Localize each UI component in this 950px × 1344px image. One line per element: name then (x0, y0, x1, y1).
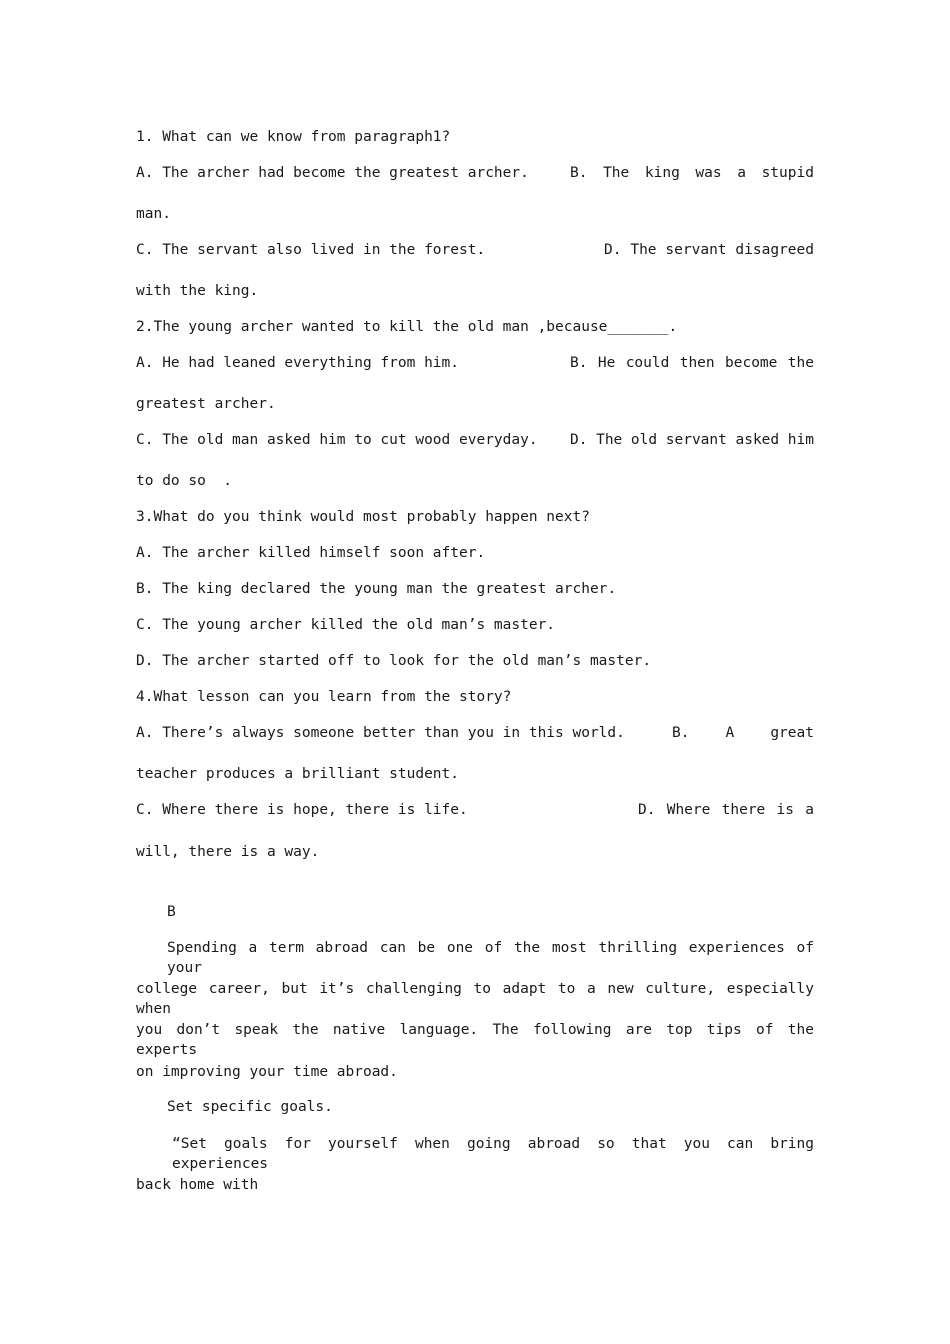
word: D. (570, 432, 588, 448)
question-3-stem: 3.What do you think would most probably happen next? (136, 509, 590, 525)
word: stupid (761, 165, 814, 181)
word: then (679, 355, 715, 371)
question-1-option-a: A. The archer had become the greatest archer. (136, 165, 529, 181)
section-b-para1-line3: you don’t speak the native language. The following are top tips of the experts (136, 1022, 814, 1058)
question-2-row-ab (136, 353, 814, 373)
word: become (725, 355, 778, 371)
word: He (597, 355, 616, 371)
word: a (805, 802, 814, 818)
question-1-option-c: C. The servant also lived in the forest. (136, 242, 486, 258)
question-1-stem: 1. What can we know from paragraph1? (136, 129, 451, 145)
word: a (737, 165, 746, 181)
word: king (644, 165, 680, 181)
word: servant (665, 432, 727, 448)
question-3-option-d: D. The archer started off to look for the old man’s master. (136, 653, 652, 669)
word: The (630, 242, 657, 258)
section-b-para1-line1: Spending a term abroad can be one of the most thrilling experiences of your (167, 940, 814, 976)
word: old (630, 432, 658, 448)
question-4-option-b-cont: teacher produces a brilliant student. (136, 766, 460, 782)
word: A (725, 725, 735, 741)
question-3-option-a: A. The archer killed himself soon after. (136, 545, 486, 561)
word: was (695, 165, 722, 181)
question-2-stem: 2.The young archer wanted to kill the old man ,because_______. (136, 319, 678, 335)
word: The (596, 432, 623, 448)
question-1-row-ab (136, 163, 814, 183)
section-b-para1-line2: college career, but it’s challenging to adapt to a new culture, especially when (136, 981, 814, 1017)
word: D. (638, 802, 656, 818)
question-4-option-d-cont: will, there is a way. (136, 844, 320, 860)
question-2-option-d-cont: to do so . (136, 473, 233, 489)
section-b-heading: B (167, 904, 176, 920)
question-3-option-b: B. The king declared the young man the greatest archer. (136, 581, 617, 597)
word: asked (735, 432, 780, 448)
question-4-option-d (638, 800, 814, 820)
question-2-row-cd (136, 430, 814, 450)
word: B. (570, 165, 588, 181)
question-4-row-cd (136, 800, 814, 820)
question-2-option-c: C. The old man asked him to cut wood everyday. (136, 432, 538, 448)
word: D. (604, 242, 622, 258)
word: him (787, 432, 814, 448)
question-3-option-c: C. The young archer killed the old man’s master. (136, 617, 556, 633)
section-b-para2-line2: back home with (136, 1177, 259, 1193)
question-4-option-c: C. Where there is hope, there is life. (136, 802, 468, 818)
question-1-row-cd (136, 240, 814, 260)
word: there (721, 802, 766, 818)
section-b-subheading: Set specific goals. (167, 1099, 333, 1115)
question-4-option-b (672, 723, 814, 743)
question-1-option-b (570, 163, 814, 183)
word: disagreed (735, 242, 814, 258)
word: Where (666, 802, 711, 818)
question-2-option-b (570, 353, 814, 373)
question-2-option-b-cont: greatest archer. (136, 396, 276, 412)
section-b-para2-line1: “Set goals for yourself when going abroad so that you can bring experiences (172, 1136, 814, 1172)
word: is (776, 802, 794, 818)
question-4-row-ab (136, 723, 814, 743)
question-1-option-d-cont: with the king. (136, 283, 259, 299)
word: B. (672, 725, 690, 741)
word: could (625, 355, 670, 371)
question-4-option-a: A. There’s always someone better than you in this world. (136, 725, 625, 741)
question-1-option-d (604, 240, 814, 260)
word: The (603, 165, 630, 181)
word: great (770, 725, 814, 741)
question-2-option-a: A. He had leaned everything from him. (136, 355, 460, 371)
word: servant (665, 242, 727, 258)
question-2-option-d (570, 430, 814, 450)
word: B. (570, 355, 588, 371)
question-1-option-b-cont: man. (136, 206, 171, 222)
word: the (787, 355, 814, 371)
question-4-stem: 4.What lesson can you learn from the story? (136, 689, 512, 705)
section-b-para1-line4: on improving your time abroad. (136, 1064, 398, 1080)
